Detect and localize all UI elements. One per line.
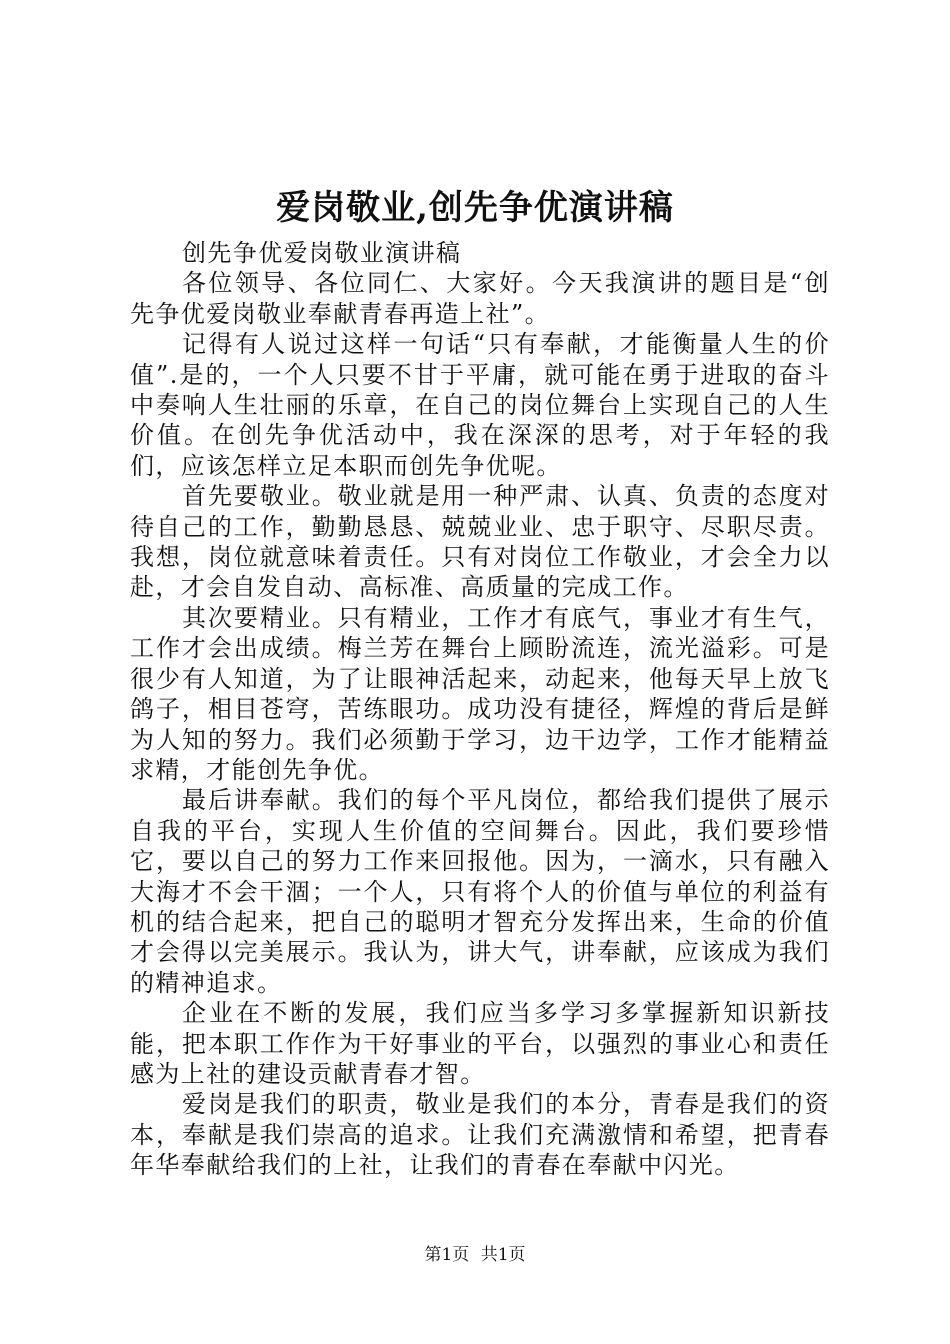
document-title: 爱岗敬业,创先争优演讲稿 [276, 188, 674, 228]
body-paragraph: 首先要敬业。敬业就是用一种严肃、认真、负责的态度对待自己的工作，勤勤恳恳、兢兢业业、忠于职守、尽职尽责。我想，岗位就意味着责任。只有对岗位工作敬业，才会全力以赴，才会自发自动、高标准、高质量的完成工作。 [130, 482, 830, 602]
document-body [130, 238, 830, 1181]
body-paragraph: 各位领导、各位同仁、大家好。今天我演讲的题目是“创先争优爱岗敬业奉献青春再造上社”。 [130, 269, 830, 328]
body-paragraph: 最后讲奉献。我们的每个平凡岗位，都给我们提供了展示自我的平台，实现人生价值的空间舞台。因此，我们要珍惜它，要以自己的努力工作来回报他。因为，一滴水，只有融入大海才不会干涸；一个人，只有将个人的价值与单位的利益有机的结合起来，把自己的聪明才智充分发挥出来，生命的价值才会得以完美展示。我认为，讲大气，讲奉献，应该成为我们的精神追求。 [130, 786, 830, 997]
page-footer [0, 1244, 950, 1266]
body-paragraph: 企业在不断的发展，我们应当多学习多掌握新知识新技能，把本职工作作为干好事业的平台，以强烈的事业心和责任感为上社的建设贡献青春才智。 [130, 999, 830, 1088]
body-paragraph: 记得有人说过这样一句话“只有奉献，才能衡量人生的价值”.是的，一个人只要不甘于平庸，就可能在勇于进取的奋斗中奏响人生壮丽的乐章，在自己的岗位舞台上实现自己的人生价值。在创先争优活动中，我在深深的思考，对于年轻的我们，应该怎样立足本职而创先争优呢。 [130, 330, 830, 480]
page-number: 第1页 [424, 1245, 470, 1265]
body-paragraph: 爱岗是我们的职责，敬业是我们的本分，青春是我们的资本，奉献是我们崇高的追求。让我们充满激情和希望，把青春年华奉献给我们的上社，让我们的青春在奉献中闪光。 [130, 1090, 830, 1180]
page-total: 共1页 [480, 1245, 526, 1265]
subtitle-paragraph: 创先争优爱岗敬业演讲稿 [182, 239, 462, 267]
body-paragraph: 其次要精业。只有精业，工作才有底气，事业才有生气，工作才会出成绩。梅兰芳在舞台上顾盼流连，流光溢彩。可是很少有人知道，为了让眼神活起来，动起来，他每天早上放飞鸽子，相目苍穹，苦练眼功。成功没有捷径，辉煌的背后是鲜为人知的努力。我们必须勤于学习，边干边学，工作才能精益求精，才能创先争优。 [130, 603, 830, 784]
